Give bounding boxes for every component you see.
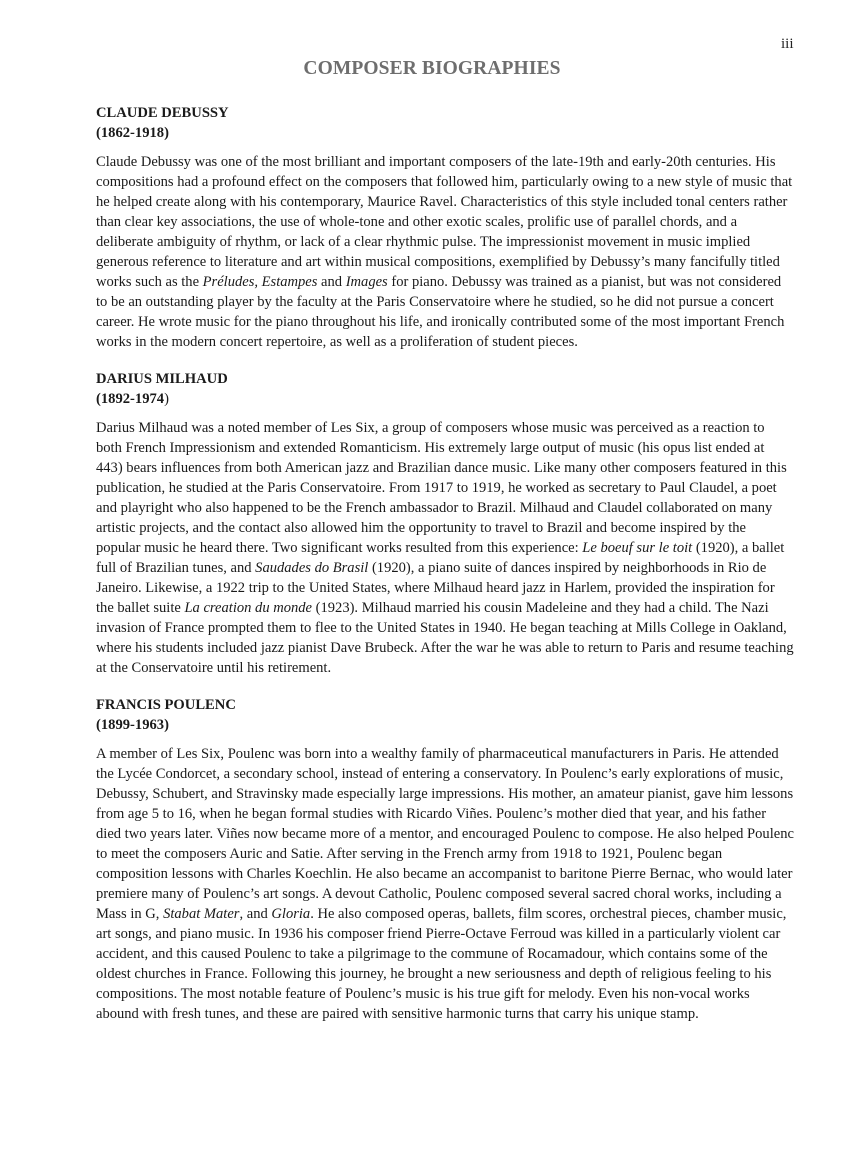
bio-text: for piano. Debussy was trained as a pianist, but was not considered to be an outstanding player by the faculty at the Paris Conservatoire where he studied, so he did not pursue a concert career. He wrote music for the piano throughout his life, and ironically contributed some of the most important French works in the modern concert repertoire, as well as a proliferation of student pieces.	[96, 274, 785, 350]
composer-name: FRANCIS POULENC	[96, 697, 236, 713]
composer-dates-text: (1892-1974	[96, 391, 165, 407]
bio-text: Darius Milhaud was a noted member of Les Six, a group of composers whose music was perceived as a reaction to both French Impressionism and extended Romanticism. His extremely large output of music (his opus list ended at 443) bears influences from both American jazz and Brazilian dance music. Like many other composers featured in this publication, he studied at the Paris Conservatoire. From 1917 to 1919, he worked as secretary to Paul Claudel, a poet and playright who also happened to be the French ambassador to Brazil. Milhaud and Claudel collaborated on many artistic projects, and the contact also allowed him the opportunity to travel to Brazil and become inspired by the popular music he heard there. Two significant works resulted from this experience:	[96, 420, 787, 556]
bio-text: (1923). Milhaud married his cousin Madeleine and they had a child. The Nazi invasion of France prompted them to flee to the United States in 1940. He began teaching at Mills College in Oakland, where his students included jazz pianist Dave Brubeck. After the war he was able to return to Paris and resume teaching at the Conservatoire until his retirement.	[96, 600, 794, 676]
work-title: Images	[345, 274, 388, 290]
composer-section-milhaud	[96, 369, 794, 678]
composer-name: CLAUDE DEBUSSY	[96, 105, 229, 121]
bio-text: A member of Les Six, Poulenc was born into a wealthy family of pharmaceutical manufacturers in Paris. He attended the Lycée Condorcet, a secondary school, instead of entering a conservatory. In Poulenc’s early explorations of music, Debussy, Schubert, and Stravinsky made especially large impressions. His mother, an amateur pianist, gave him lessons from age 5 to 16, when he began formal studies with Ricardo Viñes. Poulenc’s mother died that year, and his father died two years later. Viñes now became more of a mentor, and encouraged Poulenc to compose. He also helped Poulenc to meet the composers Auric and Satie. After serving in the French army from 1918 to 1921, Poulenc began composition lessons with Charles Koechlin. He also became an accompanist to baritone Pierre Bernac, who would later premiere many of Poulenc’s art songs. A devout Catholic, Poulenc composed several sacred choral works, including a Mass in G,	[96, 746, 794, 922]
bio-text: (1920), a ballet full of Brazilian tunes, and	[96, 540, 785, 576]
work-title: Le boeuf sur le toit	[582, 540, 693, 556]
bio-text: (1920), a piano suite of dances inspired by neighborhoods in Rio de Janeiro. Likewise, a 1922 trip to the United States, where Milhaud heard jazz in Harlem, provided the inspiration for the ballet suite	[96, 560, 775, 616]
composer-name: DARIUS MILHAUD	[96, 371, 228, 387]
bio-text: Claude Debussy was one of the most brilliant and important composers of the late-19th and early-20th centuries. His compositions had a profound effect on the composers that followed him, particularly owing to a new style of music that he helped create along with his contemporary, Maurice Ravel. Characteristics of this style included tonal centers rather than clear key associations, the use of whole-tone and other exotic scales, prolific use of parallel chords, and a deliberate ambiguity of rhythm, or lack of a clear rhythmic pulse. The impressionist movement in music implied generous reference to literature and art within musical compositions, exemplified by Debussy’s many fancifully titled works such as the	[96, 154, 793, 290]
bio-text: and	[317, 274, 346, 290]
composer-dates-text: (1899-1963)	[96, 717, 169, 733]
composer-bio	[96, 744, 794, 1024]
composer-dates	[96, 123, 794, 143]
biographies	[96, 103, 794, 1041]
composer-section-debussy	[96, 103, 794, 352]
composer-bio	[96, 152, 794, 352]
work-title: Gloria	[271, 906, 311, 922]
composer-section-poulenc	[96, 695, 794, 1024]
composer-dates-tail: )	[164, 391, 169, 407]
composer-dates	[96, 389, 794, 409]
composer-bio	[96, 418, 794, 678]
page-number: iii	[781, 36, 794, 52]
work-title: Saudades do Brasil	[255, 560, 369, 576]
bio-text: . He also composed operas, ballets, film scores, orchestral pieces, chamber music, art songs, and piano music. In 1936 his composer friend Pierre-Octave Ferroud was killed in a particularly violent car accident, and this caused Poulenc to take a pilgrimage to the commune of Rocamadour, which contains some of the oldest churches in France. Following this journey, he brought a new seriousness and depth of religious feeling to his compositions. The most notable feature of Poulenc’s music is his true gift for melody. Even his non-vocal works abound with fresh tunes, and these are paired with sensitive harmonic turns that carry his unique stamp.	[96, 906, 787, 1022]
composer-dates	[96, 715, 794, 735]
work-title: Préludes, Estampes	[202, 274, 318, 290]
composer-dates-text: (1862-1918)	[96, 125, 169, 141]
page-title: COMPOSER BIOGRAPHIES	[303, 58, 561, 79]
work-title: La creation du monde	[184, 600, 313, 616]
bio-text: , and	[239, 906, 272, 922]
work-title: Stabat Mater	[163, 906, 240, 922]
